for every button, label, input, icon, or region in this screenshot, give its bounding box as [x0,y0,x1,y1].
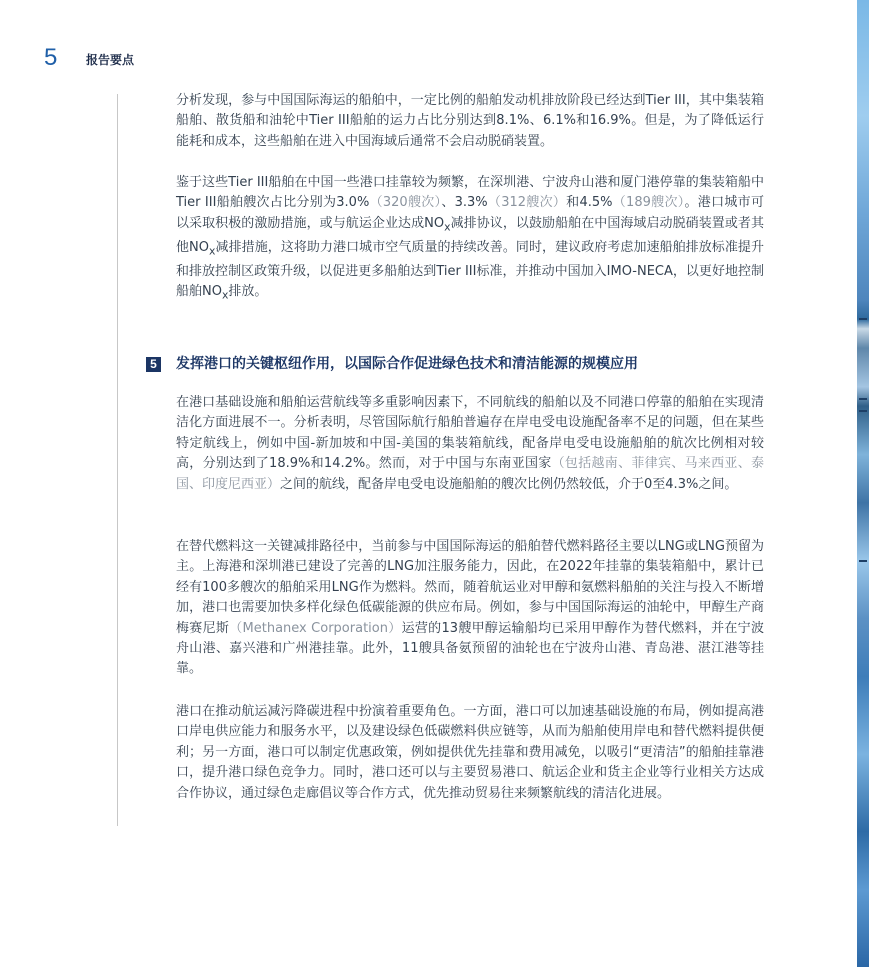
text-run: 排放。 [228,284,268,300]
muted-run: （320艘次） [369,195,442,211]
section-heading [146,354,638,374]
text-run: 之间的航线，配备岸电受电设施船舶的艘次比例仍然较低，介于0至4.3%之间。 [280,476,738,492]
text-run: 鉴于这些Tier III船舶在中国一些港口挂靠较为频繁，在深圳港、宁波舟山港和厦门港停靠的集装箱船中Tier III船舶艘次占比分别为3.0% [176,175,764,211]
strip-detail [859,398,867,400]
subscript-x: x [209,244,216,258]
paragraph-shore-power [176,393,764,495]
text-run: 减排协议，以鼓励船舶在中国海域启动脱硝装置或者其他NO [176,215,764,255]
paragraph-tier3-share [176,91,764,152]
paragraph-alternative-fuels [176,537,764,680]
strip-detail [859,410,867,412]
paragraph-port-role [176,702,764,804]
muted-run: （189艘次） [612,195,685,211]
text-run: 减排措施，这将助力港口城市空气质量的持续改善。同时，建议政府考虑加速船舶排放标准提升和排放控制区政策升级，以促进更多船舶达到Tier III标准，并推动中国加入IMO-NECA，以更好地控制船舶NO [176,239,764,300]
strip-detail [859,318,867,320]
text-run: 运营的13艘甲醇运输船均已采用甲醇作为替代燃料，并在宁波舟山港、嘉兴港和广州港挂靠。此外，11艘具备氨预留的油轮也在宁波舟山港、青岛港、湛江港等挂靠。 [176,620,764,677]
section-number-badge: 5 [146,357,161,372]
paragraph-text: 港口在推动航运减污降碳进程中扮演着重要角色。一方面，港口可以加速基础设施的布局，例如提高港口岸电供应能力和服务水平，以及建设绿色低碳燃料供应链等，从而为船舶使用岸电和替代燃料提供便利；另一方面，港口可以制定优惠政策，例如提供优先挂靠和费用减免，以吸引“更清洁”的船舶挂靠港口，提升港口绿色竞争力。同时，港口还可以与主要贸易港口、航运企业和货主企业等行业相关方达成合作协议，通过绿色走廊倡议等合作方式，优先推动贸易往来频繁航线的清洁化进展。 [176,704,764,801]
text-run: 。港口城市可以采取积极的激励措施，或与航运企业达成NO [176,195,764,231]
paragraph-text: 分析发现，参与中国国际海运的船舶中，一定比例的船舶发动机排放阶段已经达到Tier III，其中集装箱船舶、散货船和油轮中Tier III船舶的运力占比分别达到8.1%、6.1%和16.9%。但是，为了降低运行能耗和成本，这些船舶在进入中国海域后通常不会启动脱硝装置。 [176,93,764,149]
left-rule [117,94,118,826]
page-number: 5 [44,44,58,71]
paragraph-text [176,173,764,306]
paragraph-text [176,393,764,495]
muted-run: （312艘次） [487,195,567,211]
text-run: 在替代燃料这一关键减排路径中，当前参与中国国际海运的船舶替代燃料路径主要以LNG或LNG预留为主。上海港和深圳港已建设了完善的LNG加注服务能力，因此，在2022年挂靠的集装箱船中，累计已经有100多艘次的船舶采用LNG作为燃料。然而，随着航运业对甲醇和氨燃料船舶的关注与投入不断增加，港口也需要加快多样化绿色低碳能源的供应布局。例如，参与中国国际海运的油轮中，甲醇生产商梅赛尼斯 [176,539,764,636]
subscript-x: x [444,220,451,234]
section-label: 报告要点 [86,53,135,67]
subscript-x: x [221,288,229,302]
paragraph-port-incentives [176,173,764,306]
text-run: 和4.5% [566,195,613,211]
section-title: 发挥港口的关键枢纽作用，以国际合作促进绿色技术和清洁能源的规模应用 [176,356,638,372]
strip-detail [859,560,867,562]
side-photo-strip [857,0,869,967]
text-run: 在港口基础设施和船舶运营航线等多重影响因素下，不同航线的船舶以及不同港口停靠的船舶在实现清洁化方面进展不一。分析表明，尽管国际航行船舶普遍存在岸电受电设施配备率不足的问题，但在某些特定航线上，例如中国-新加坡和中国-美国的集装箱航线，配备岸电受电设施船舶的航次比例相对较高，分别达到了18.9%和14.2%。然而，对于中国与东南亚国家 [176,395,764,472]
muted-run: （Methanex Corporation） [229,620,402,636]
muted-run: （包括越南、菲律宾、马来西亚、泰国、印度尼西亚） [176,456,764,492]
paragraph-text [176,537,764,680]
text-run: 、3.3% [441,195,488,211]
